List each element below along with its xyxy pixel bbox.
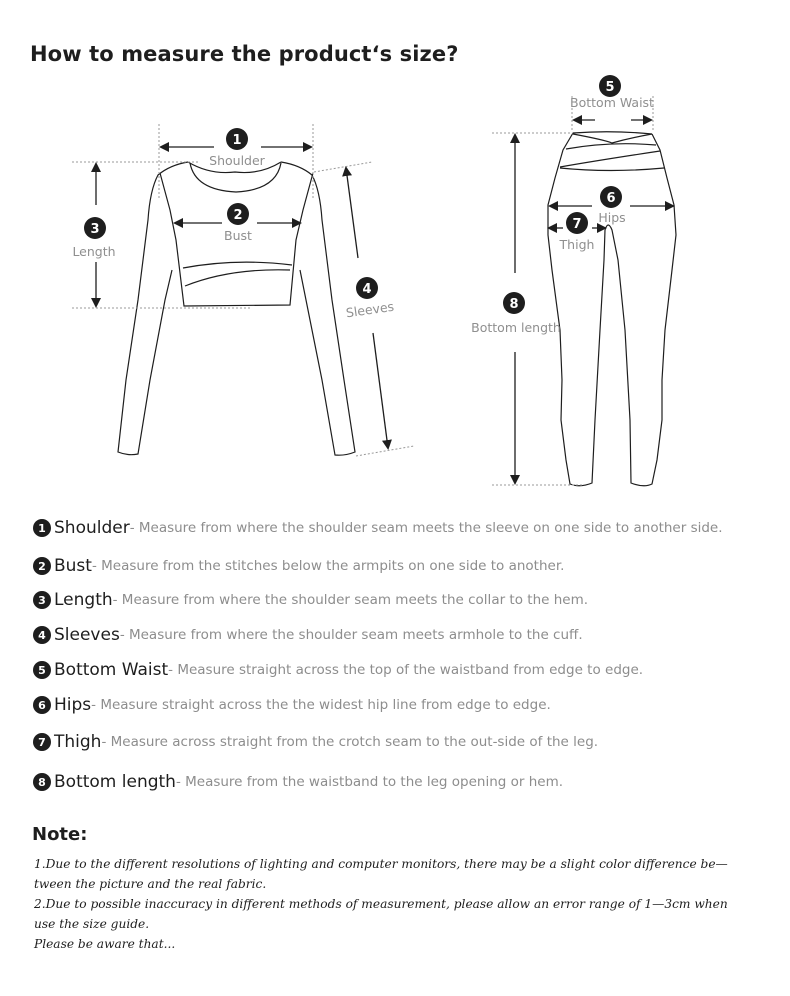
definition-term: Sleeves [54,625,120,645]
marker-6 [600,186,622,208]
svg-text:2: 2 [233,208,243,223]
label-bottom-length: Bottom length [471,320,561,335]
definition-sleeves [33,625,583,645]
definition-desc: - Measure from where the shoulder seam meets the collar to the hem. [112,592,589,608]
definition-desc: - Measure from where the shoulder seam meets the sleeve on one side to another side. [129,520,723,536]
label-bottom-waist: Bottom Waist [570,95,654,110]
note-body [34,854,774,954]
definition-term: Shoulder [54,518,130,538]
svg-text:6: 6 [606,191,616,206]
marker-5 [599,75,621,97]
label-sleeves: Sleeves [344,298,395,321]
definition-thigh [33,732,598,752]
number-5-icon: 5 [33,661,51,679]
marker-2 [227,203,249,225]
marker-7 [566,212,588,234]
measurement-diagram [0,70,790,500]
svg-text:3: 3 [90,222,100,237]
definition-term: Length [54,590,113,610]
marker-1 [226,128,248,150]
number-7-icon: 7 [33,733,51,751]
note-line: tween the picture and the real fabric. [34,877,267,891]
definition-desc: - Measure from where the shoulder seam meets armhole to the cuff. [119,627,583,643]
definition-length [33,590,588,610]
definition-term: Bottom Waist [54,660,169,680]
number-6-icon: 6 [33,696,51,714]
definition-desc: - Measure across straight from the crotch seam to the out-side of the leg. [101,734,599,750]
note-line: use the size guide. [34,917,150,931]
svg-text:7: 7 [572,217,582,232]
definition-term: Bottom length [54,772,176,792]
definition-bottom-length [33,772,563,792]
note-title: Note: [32,824,88,845]
definition-desc: - Measure straight across the top of the waistband from edge to edge. [168,662,644,678]
definition-bust [33,556,564,576]
label-shoulder: Shoulder [209,153,265,168]
definition-desc: - Measure straight across the the widest hip line from edge to edge. [91,697,551,713]
number-2-icon: 2 [33,557,51,575]
definition-desc: - Measure from the waistband to the leg opening or hem. [175,774,564,790]
number-4-icon: 4 [33,626,51,644]
definition-term: Bust [54,556,92,576]
note-line: 2.Due to possible inaccuracy in different methods of measurement, please allow an error range of 1—3cm when [34,897,728,911]
definition-desc: - Measure from the stitches below the armpits on one side to another. [91,558,565,574]
number-8-icon: 8 [33,773,51,791]
svg-text:1: 1 [232,133,242,148]
definition-shoulder [33,518,723,538]
label-thigh: Thigh [559,237,595,252]
marker-3 [84,217,106,239]
note-line: 1.Due to the different resolutions of lighting and computer monitors, there may be a slight color difference be— [34,857,728,871]
number-3-icon: 3 [33,591,51,609]
definition-term: Thigh [54,732,102,752]
svg-text:4: 4 [362,282,372,297]
definition-bottom-waist [33,660,643,680]
label-length: Length [72,244,116,259]
number-1-icon: 1 [33,519,51,537]
leggings-illustration [548,132,676,486]
marker-8 [503,292,525,314]
note-line: Please be aware that... [34,937,176,951]
page-title: How to measure the product‘s size? [30,42,459,66]
definition-term: Hips [54,695,92,715]
definition-hips [33,695,551,715]
svg-text:5: 5 [605,80,615,95]
label-bust: Bust [224,228,252,243]
marker-4 [356,277,378,299]
label-hips: Hips [598,210,626,225]
svg-text:8: 8 [509,297,519,312]
